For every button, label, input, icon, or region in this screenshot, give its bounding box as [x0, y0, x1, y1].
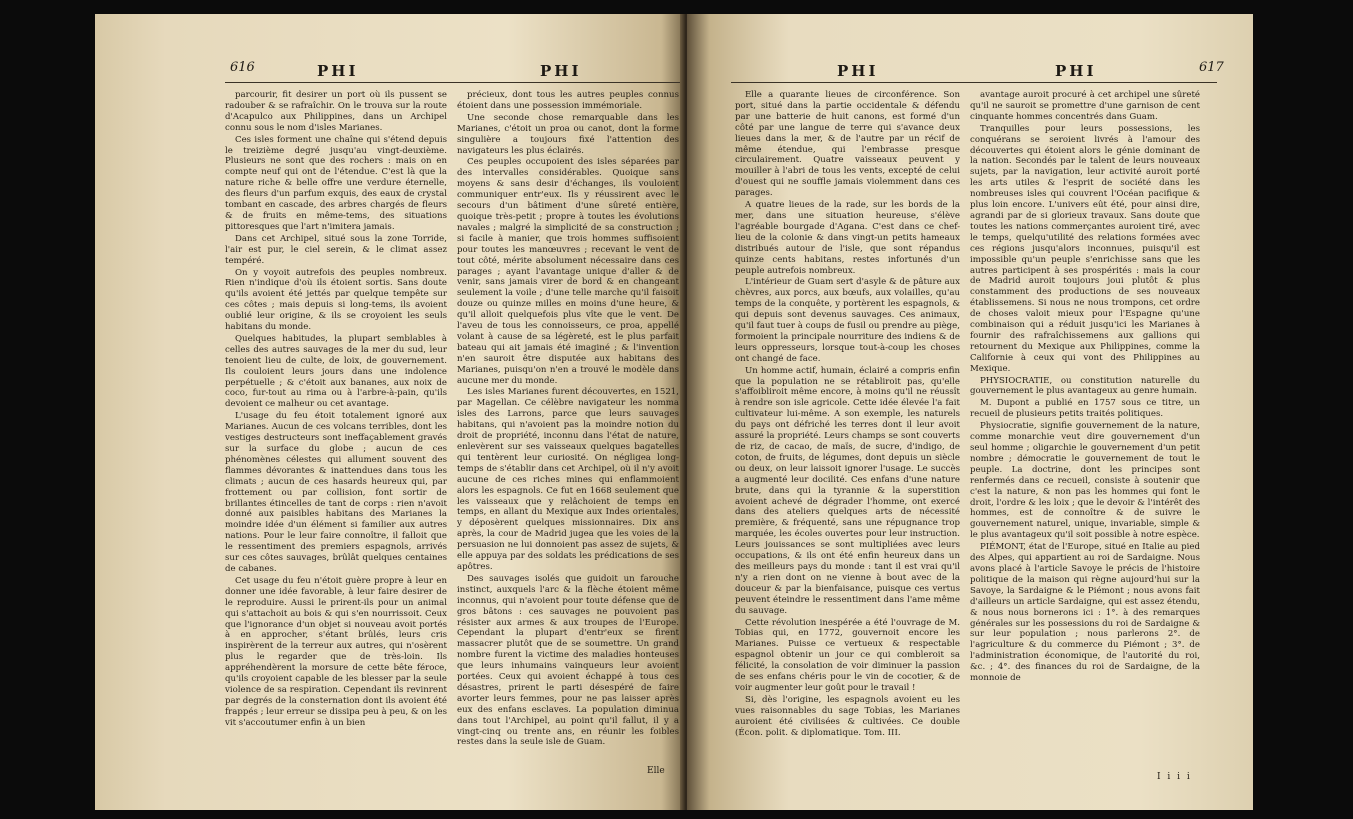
paragraph: Physiocratie, signifie gouvernement de la nature, comme monarchie veut dire gouvernement d'un seul homme ; oligarchie le gouvernement d'un petit nombre ; démocratie le gouvernement de tout le peuple. La doctrine, dont les principes sont renfermés dans ce recueil, consiste à soutenir que c'est la nature, & non pas les hommes qui font le droit, l'ordre & les loix ; que le devoir & l'intérêt des hommes, est de connoître & de suivre le gouvernement naturel, unique, invariable, simple & le plus avantageux qu'il soit possible à notre espèce. [970, 421, 1200, 541]
right-page [687, 14, 1253, 810]
signature-mark: I i i i [1157, 772, 1192, 782]
paragraph: Ces isles forment une chaîne qui s'étend depuis le treizième degré jusqu'au vingt-deuxième. Plusieurs ne sont que des rochers : mais on en compte neuf qui ont de l'étendue. C'est là que la nature riche & belle offre une verdure éternelle, des fleurs d'un parfum exquis, des eaux de crystal tombant en cascade, des arbres chargés de fleurs & de fruits en même-tems, des situations pittoresques que l'art n'imitera jamais. [225, 134, 447, 232]
left-page [95, 14, 685, 810]
paragraph: Ces peuples occupoient des isles séparées par des intervalles considérables. Quoique sans moyens & sans desir d'échanges, ils vouloient communiquer entr'eux. Ils y réussirent avec le secours d'un bâtiment d'une sûreté entière, quoique très-petit ; propre à toutes les évolutions navales ; malgré la simplicité de sa construction ; si facile à manier, que trois hommes suffisoient pour toutes les manœuvres ; recevant le vent de tout côté, mérite absolument nécessaire dans ces parages ; ayant l'avantage unique d'aller & de venir, sans jamais virer de bord & en changeant seulement la voile ; d'une telle marche qu'il faisoit douze ou quinze milles en moins d'une heure, & qu'il alloit quelquefois plus vîte que le vent. De l'aveu de tous les connoisseurs, ce proa, appellé volant à cause de sa légèreté, est le plus parfait bateau qui ait jamais été imaginé ; & l'invention n'en sauroit être disputée aux habitans des Marianes, puisqu'on n'en a trouvé le modèle dans aucune mer du monde. [457, 157, 679, 386]
paragraph: avantage auroit procuré à cet archipel une sûreté qu'il ne sauroit se promettre d'une garnison de cent cinquante hommes concentrés dans Guam. [970, 90, 1200, 122]
paragraph: parcourir, fit desirer un port où ils pussent se radouber & se rafraîchir. On le trouva sur la route d'Acapulco aux Philippines, dans un Archipel connu sous le nom d'isles Marianes. [225, 90, 447, 133]
right-column-2 [970, 90, 1200, 772]
left-column-1 [225, 90, 447, 775]
paragraph: PHYSIOCRATIE, ou constitution naturelle du gouvernement le plus avantageux au genre humain. [970, 375, 1200, 397]
paragraph: A quatre lieues de la rade, sur les bords de la mer, dans une situation heureuse, s'élève l'agréable bourgade d'Agana. C'est dans ce chef-lieu de la colonie & dans vingt-un petits hameaux distribués autour de l'isle, que sont répandus quinze cents habitans, restes infortunés d'un peuple autrefois nombreux. [735, 200, 960, 276]
paragraph: Des sauvages isolés que guidoit un farouche instinct, auxquels l'arc & la flèche étoient même inconnus, qui n'avoient pour toute défense que de gros bâtons : ces sauvages ne pouvoient pas résister aux armes & aux troupes de l'Europe. Cependant la plupart d'entr'eux se firent massacrer plutôt que de se soumettre. Un grand nombre furent la victime des maladies honteuses que leurs inhumains vainqueurs leur avoient portées. Ceux qui avoient échappé à tous ces désastres, prirent le parti désespéré de faire avorter leurs femmes, pour ne pas laisser après eux des enfans esclaves. La population diminua dans tout l'Archipel, au point qu'il fallut, il y a vingt-cinq ou trente ans, en réunir les foibles restes dans la seule isle de Guam. [457, 573, 679, 748]
left-page-number: 616 [230, 60, 255, 75]
paragraph: Tranquilles pour leurs possessions, les conquérans se seroient livrés à l'amour des découvertes qui étoient alors le génie dominant de la nation. Secondés par le talent de leurs nouveaux sujets, par la navigation, leur activité auroit porté les arts utiles & l'esprit de société dans les nombreuses isles qui couvrent l'Océan pacifique & plus loin encore. L'univers eût été, pour ainsi dire, agrandi par de si glorieux travaux. Sans doute que toutes les nations commerçantes auroient tiré, avec le temps, quelqu'utilité des relations formées avec ces régions jusqu'alors inconnues, puisqu'il est impossible qu'un peuple s'enrichisse sans que les autres participent à ses prospérités : mais la cour de Madrid auroit toujours joui plutôt & plus constamment des productions de ses nouveaux établissemens. Si nous ne nous trompons, cet ordre de choses valoit mieux pour l'Espagne qu'une combinaison qui a réduit jusqu'ici les Marianes à fournir des rafraîchissemens aux gallions qui retournent du Mexique aux Philippines, comme la Californie à ceux qui vont des Philippines au Mexique. [970, 123, 1200, 374]
left-column-2 [457, 90, 679, 762]
left-running-head-1: PHI [317, 62, 359, 80]
paragraph: Cet usage du feu n'étoit guère propre à leur en donner une idée favorable, à leur faire desirer de le reproduire. Aussi le prirent-ils pour un animal qui s'attachoit au bois & qui s'en nourrissoit. Ceux que l'ignorance d'un objet si nouveau avoit portés à en approcher, s'étant brûlés, leurs cris inspirèrent de la terreur aux autres, qui n'osèrent plus le regarder que de très-loin. Ils appréhendèrent la morsure de cette bête féroce, qu'ils croyoient capable de les blesser par la seule violence de sa respiration. Cependant ils revinrent par degrés de la consternation dont ils avoient été frappés ; leur erreur se dissipa peu à peu, & on les vit s'accoutumer enfin à un bien [225, 575, 447, 728]
paragraph: L'usage du feu étoit totalement ignoré aux Marianes. Aucun de ces volcans terribles, dont les vestiges destructeurs sont ineffaçablement gravés sur la surface du globe ; aucun de ces phénomènes célestes qui allument souvent des flammes dévorantes & inattendues dans tous les climats ; aucun de ces hasards heureux qui, par frottement ou par collision, font sortir de brillantes étincelles de tant de corps : rien n'avoit donné aux paisibles habitans des Marianes la moindre idée d'un élément si familier aux autres nations. Pour le leur faire connoître, il falloit que le ressentiment des premiers espagnols, arrivés sur ces côtes sauvages, brûlât quelques centaines de cabanes. [225, 411, 447, 574]
paragraph: Dans cet Archipel, situé sous la zone Torride, l'air est pur, le ciel serein, & le climat assez tempéré. [225, 233, 447, 266]
paragraph: On y voyoit autrefois des peuples nombreux. Rien n'indique d'où ils étoient sortis. Sans doute qu'ils avoient été jettés par quelque tempête sur ces côtes ; mais depuis si long-tems, ils avoient oublié leur origine, & ils se croyoient les seuls habitans du monde. [225, 267, 447, 333]
right-page-number: 617 [1199, 60, 1224, 75]
paragraph: Un homme actif, humain, éclairé a compris enfin que la population ne se rétabliroit pas, qu'elle s'affoibliroit même encore, à moins qu'il ne réussît à rendre son isle agricole. Cette idée élevée l'a fait cultivateur lui-même. A son exemple, les naturels du pays ont défriché les terres dont il leur avoit assuré la propriété. Leurs champs se sont couverts de riz, de cacao, de maïs, de sucre, d'indigo, de coton, de fruits, de légumes, dont depuis un siècle ou deux, on leur laissoit ignorer l'usage. Le succès a augmenté leur docilité. Ces enfans d'une nature brute, dans qui la tyrannie & la superstition avoient achevé de dégrader l'homme, ont exercé dans des ateliers quelques arts de nécessité première, & fréquenté, sans une répugnance trop marquée, les écoles ouvertes pour leur instruction. Leurs jouissances se sont multipliées avec leurs occupations, & ils ont été enfin heureux dans un des meilleurs pays du monde : tant il est vrai qu'il n'y a rien dont on ne vienne à bout avec de la douceur & par la bienfaisance, puisque ces vertus peuvent éteindre le ressentiment dans l'ame même du sauvage. [735, 365, 960, 616]
paragraph: L'intérieur de Guam sert d'asyle & de pâture aux chèvres, aux porcs, aux bœufs, aux volailles, qu'au temps de la conquête, y portèrent les espagnols, & qui depuis sont devenus sauvages. Ces animaux, qu'il faut tuer à coups de fusil ou prendre au piège, formoient la principale nourriture des indiens & de leurs oppresseurs, lorsque tout-à-coup les choses ont changé de face. [735, 277, 960, 364]
paragraph: PIÉMONT, état de l'Europe, situé en Italie au pied des Alpes, qui appartient au roi de Sardaigne. Nous avons placé à l'article Savoye le précis de l'histoire politique de la maison qui règne aujourd'hui sur la Savoye, la Sardaigne & le Piémont ; nous avons fait d'ailleurs un article Sardaigne, qui est assez étendu, & nous nous bornerons ici : 1°. à des remarques générales sur les possessions du roi de Sardaigne & sur leur population ; nous parlerons 2°. de l'agriculture & du commerce du Piémont ; 3°. de l'administration économique, de l'autorité du roi, &c. ; 4°. des finances du roi de Sardaigne, de la monnoie de [970, 542, 1200, 684]
left-running-head-2: PHI [540, 62, 582, 80]
open-book [95, 14, 1253, 810]
right-running-head-1: PHI [837, 62, 879, 80]
paragraph: M. Dupont a publié en 1757 sous ce titre, un recueil de plusieurs petits traités politiques. [970, 398, 1200, 420]
paragraph: Si, dès l'origine, les espagnols avoient eu les vues raisonnables du sage Tobias, les Marianes auroient été civilisées & cultivées. Ce double (Écon. polit. & diplomatique. Tom. III. [735, 694, 960, 738]
catchword: Elle [647, 766, 665, 776]
paragraph: précieux, dont tous les autres peuples connus étoient dans une possession immémoriale. [457, 90, 679, 111]
paragraph: Les isles Marianes furent découvertes, en 1521, par Magellan. Ce célèbre navigateur les nomma isles des Larrons, parce que leurs sauvages habitans, qui n'avoient pas la moindre notion du droit de propriété, inconnu dans l'état de nature, enlevèrent sur ses vaisseaux quelques bagatelles qui tentèrent leur curiosité. On négligea long-temps de s'établir dans cet Archipel, où il n'y avoit aucune de ces riches mines qui enflammoient alors les espagnols. Ce fut en 1668 seulement que les vaisseaux que y relâchoient de temps en temps, en allant du Mexique aux Indes orientales, y déposèrent quelques missionnaires. Dix ans après, la cour de Madrid jugea que les voies de la persuasion ne lui donnoient pas assez de sujets, & elle appuya par des soldats les prédications de ses apôtres. [457, 387, 679, 572]
paragraph: Une seconde chose remarquable dans les Marianes, c'étoit un proa ou canot, dont la forme singulière a toujours fixé l'attention des navigateurs les plus éclairés. [457, 112, 679, 156]
right-column-1 [735, 90, 960, 780]
paragraph: Cette révolution inespérée a été l'ouvrage de M. Tobias qui, en 1772, gouvernoit encore les Marianes. Puisse ce vertueux & respectable espagnol obtenir un jour ce qui combleroit sa félicité, la consolation de voir diminuer la passion de ses enfans chéris pour le vin de cocotier, & de voir augmenter leur goût pour le travail ! [735, 617, 960, 693]
paragraph: Elle a quarante lieues de circonférence. Son port, situé dans la partie occidentale & défendu par une batterie de huit canons, est formé d'un côté par une langue de terre qui s'avance deux lieues dans la mer, & de l'autre par un récif de même étendue, qui l'embrasse presque circulairement. Quatre vaisseaux peuvent y mouiller à l'abri de tous les vents, excepté de celui d'ouest qui ne souffle jamais violemment dans ces parages. [735, 90, 960, 199]
right-running-head-2: PHI [1055, 62, 1097, 80]
paragraph: Quelques habitudes, la plupart semblables à celles des autres sauvages de la mer du sud, leur tenoient lieu de culte, de loix, de gouvernement. Ils couloient leurs jours dans une indolence perpétuelle ; & c'étoit aux bananes, aux noix de coco, fur-tout au rima ou à l'arbre-à-pain, qu'ils devoient ce malheur ou cet avantage. [225, 333, 447, 410]
head-rule [731, 82, 1217, 83]
head-rule [225, 82, 685, 83]
